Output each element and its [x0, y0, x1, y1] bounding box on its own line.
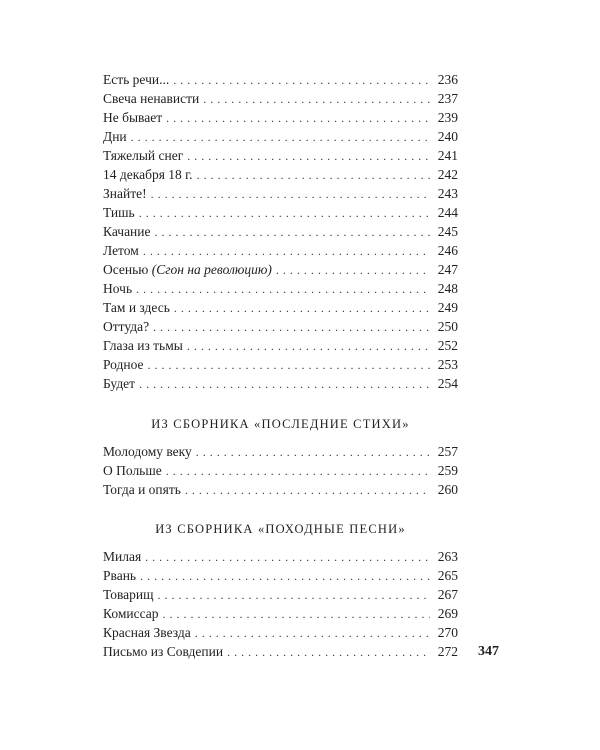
leader-dots: [166, 462, 430, 481]
leader-dots: [148, 356, 430, 375]
entry-title: Есть речи...: [103, 72, 170, 87]
toc-entry: [103, 127, 458, 146]
entry-title: Будет: [103, 376, 136, 391]
entry-page: 263: [437, 549, 458, 564]
toc-entry: [103, 604, 458, 623]
toc-entry: [103, 146, 458, 165]
leader-dots: [145, 548, 430, 567]
entry-title: Тяжелый снег: [103, 148, 184, 163]
leader-dots: [139, 204, 430, 223]
entry-title: Ночь: [103, 281, 133, 296]
toc-entry: [103, 184, 458, 203]
toc-entry: [103, 480, 458, 499]
toc-section-3: [103, 547, 458, 661]
toc-entry: [103, 374, 458, 393]
entry-page: 246: [437, 243, 458, 258]
toc-entry: [103, 279, 458, 298]
toc-entry: [103, 566, 458, 585]
toc-entry: [103, 165, 458, 184]
toc-entry: [103, 70, 458, 89]
entry-page: 265: [437, 568, 458, 583]
entry-title: Комиссар: [103, 606, 159, 621]
leader-dots: [187, 337, 430, 356]
leader-dots: [140, 567, 430, 586]
toc-entry: [103, 260, 458, 279]
toc-entry: [103, 203, 458, 222]
leader-dots: [131, 128, 430, 147]
leader-dots: [173, 71, 430, 90]
entry-page: 239: [437, 110, 458, 125]
entry-page: 236: [437, 72, 458, 87]
entry-title: Письмо из Совдепии: [103, 644, 224, 659]
leader-dots: [151, 185, 430, 204]
entry-title: Тишь: [103, 205, 135, 220]
leader-dots: [195, 624, 430, 643]
entry-title: Летом: [103, 243, 139, 258]
entry-page: 250: [437, 319, 458, 334]
toc-entry: [103, 623, 458, 642]
toc-entry: [103, 442, 458, 461]
toc-entry: [103, 241, 458, 260]
entry-title: Там и здесь: [103, 300, 170, 315]
section-heading: ИЗ СБОРНИКА «ПОСЛЕДНИЕ СТИХИ»: [151, 417, 410, 431]
entry-title: Свеча ненависти: [103, 91, 200, 106]
entry-page: 249: [437, 300, 458, 315]
entry-title: 14 декабря 18 г.: [103, 167, 193, 182]
entry-title: Милая: [103, 549, 142, 564]
leader-dots: [153, 318, 430, 337]
page-number: 347: [478, 644, 499, 659]
entry-page: 248: [437, 281, 458, 296]
entry-page: 237: [437, 91, 458, 106]
toc-entry: [103, 108, 458, 127]
entry-title: Родное: [103, 357, 144, 372]
leader-dots: [276, 261, 430, 280]
leader-dots: [162, 605, 430, 624]
entry-title: Красная Звезда: [103, 625, 191, 640]
entry-title-main: Осенью: [103, 262, 149, 277]
leader-dots: [139, 375, 430, 394]
entry-page: 240: [437, 129, 458, 144]
entry-page: 259: [437, 463, 458, 478]
entry-page: 272: [437, 644, 458, 659]
leader-dots: [185, 481, 430, 500]
entry-page: 267: [437, 587, 458, 602]
toc-entry: [103, 461, 458, 480]
entry-page: 245: [437, 224, 458, 239]
entry-page: 241: [437, 148, 458, 163]
entry-title: Дни: [103, 129, 127, 144]
toc-entry: [103, 585, 458, 604]
toc-section-1: [103, 70, 458, 393]
toc-entry: [103, 298, 458, 317]
section-heading: ИЗ СБОРНИКА «ПОХОДНЫЕ ПЕСНИ»: [155, 522, 406, 536]
leader-dots: [197, 166, 430, 185]
leader-dots: [227, 643, 430, 662]
entry-title: Знайте!: [103, 186, 147, 201]
entry-page: 254: [437, 376, 458, 391]
entry-page: 243: [437, 186, 458, 201]
entry-title: Рвань: [103, 568, 137, 583]
entry-page: 253: [437, 357, 458, 372]
entry-title: О Польше: [103, 463, 162, 478]
entry-page: 269: [437, 606, 458, 621]
entry-page: 247: [437, 262, 458, 277]
entry-page: 260: [437, 482, 458, 497]
leader-dots: [136, 280, 430, 299]
entry-page: 270: [437, 625, 458, 640]
entry-title: Не бывает: [103, 110, 163, 125]
entry-page: 252: [437, 338, 458, 353]
leader-dots: [187, 147, 430, 166]
entry-page: 257: [437, 444, 458, 459]
entry-title: Качание: [103, 224, 151, 239]
leader-dots: [203, 90, 430, 109]
entry-title: Молодому веку: [103, 444, 192, 459]
toc-entry: [103, 547, 458, 566]
leader-dots: [143, 242, 430, 261]
leader-dots: [158, 586, 430, 605]
entry-title: [103, 260, 272, 279]
toc-entry: [103, 355, 458, 374]
toc-entry: [103, 89, 458, 108]
toc-entry: [103, 222, 458, 241]
entry-title: Тогда и опять: [103, 482, 181, 497]
entry-page: 244: [437, 205, 458, 220]
toc-section-2: [103, 442, 458, 499]
entry-page: 242: [437, 167, 458, 182]
entry-title: Оттуда?: [103, 319, 150, 334]
toc-entry: [103, 317, 458, 336]
entry-subtitle: (Сгон на революцию): [151, 262, 272, 277]
entry-title: Глаза из тьмы: [103, 338, 183, 353]
leader-dots: [166, 109, 430, 128]
leader-dots: [155, 223, 430, 242]
toc-entry: [103, 336, 458, 355]
toc-entry: [103, 642, 458, 661]
entry-title: Товарищ: [103, 587, 154, 602]
leader-dots: [196, 443, 430, 462]
leader-dots: [174, 299, 430, 318]
